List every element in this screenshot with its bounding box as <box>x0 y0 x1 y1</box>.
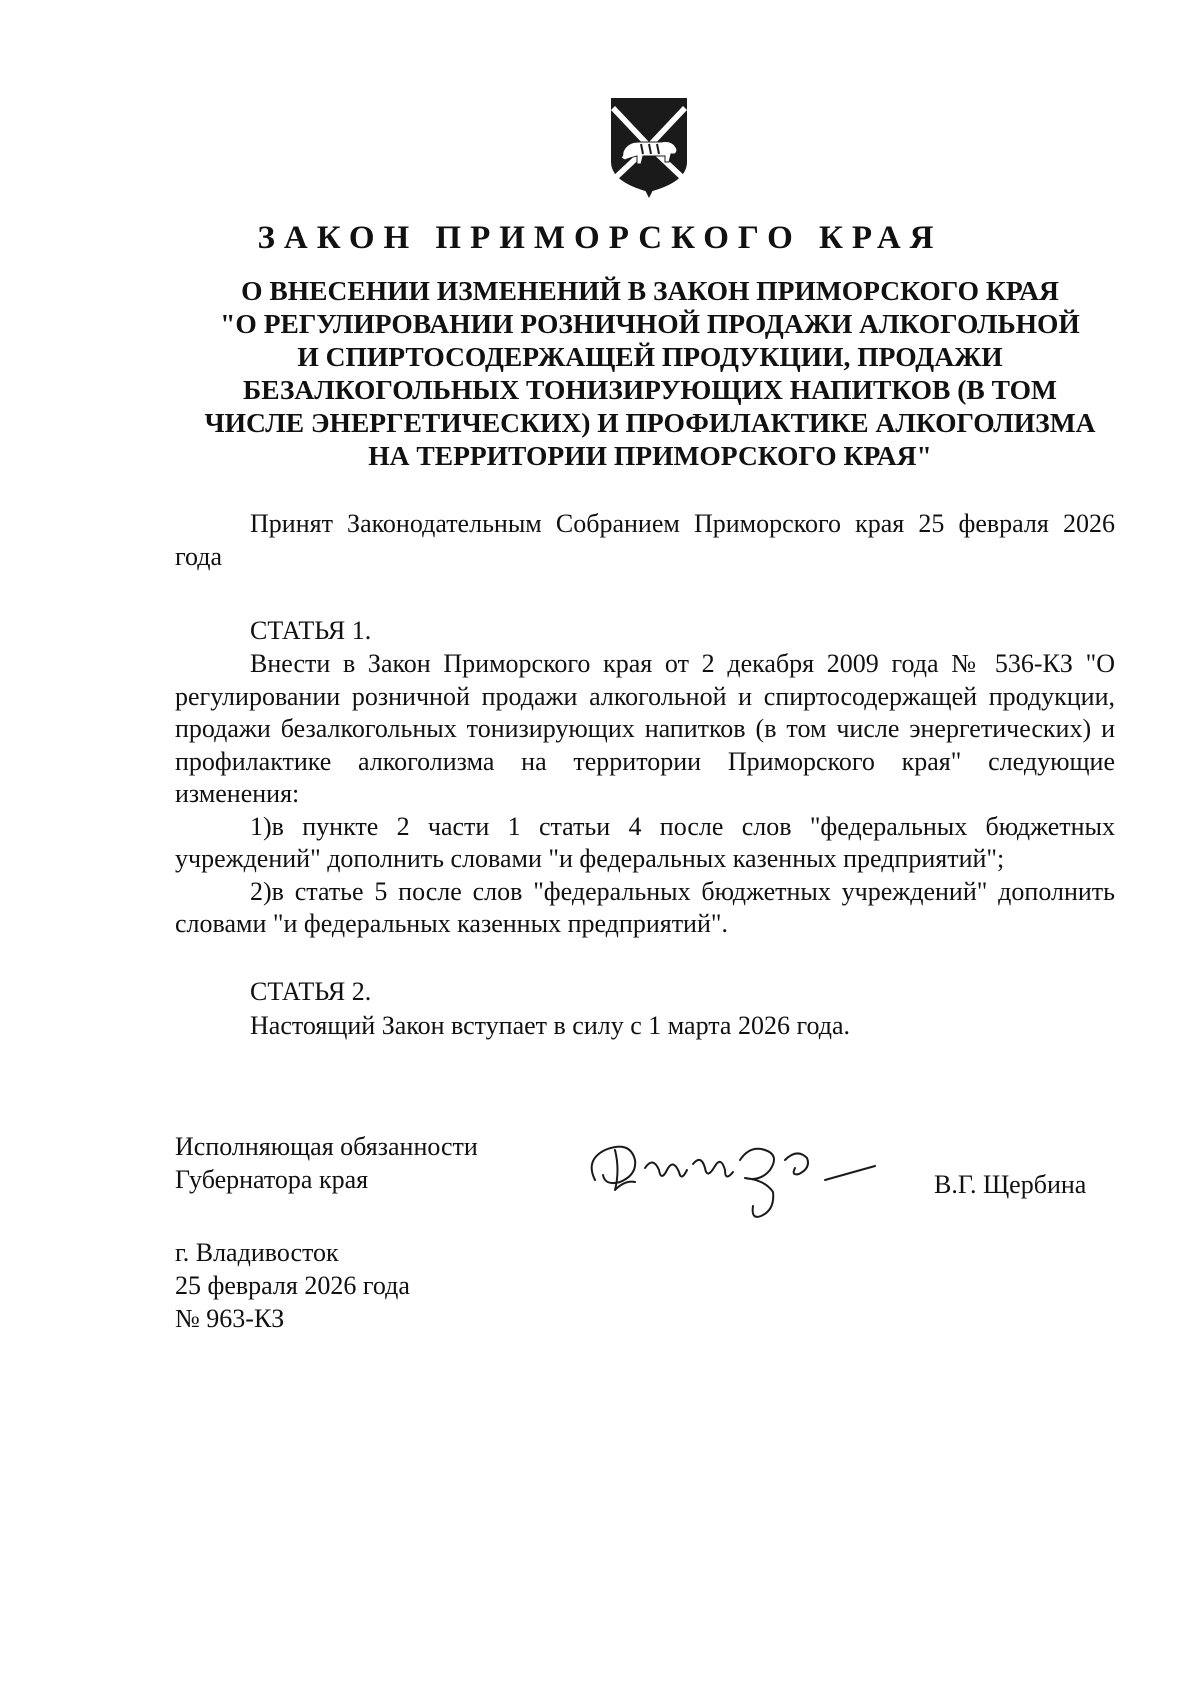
coat-of-arms <box>605 92 693 200</box>
article-1-body <box>175 648 1115 941</box>
signing-date: 25 февраля 2026 года <box>175 1271 410 1300</box>
title-line: И СПИРТОСОДЕРЖАЩЕЙ ПРОДУКЦИИ, ПРОДАЖИ <box>297 341 1003 372</box>
title-line: "О РЕГУЛИРОВАНИИ РОЗНИЧНОЙ ПРОДАЖИ АЛКОГОЛЬНОЙ <box>220 308 1080 339</box>
article-1-heading: СТАТЬЯ 1. <box>250 616 372 645</box>
title-line: НА ТЕРРИТОРИИ ПРИМОРСКОГО КРАЯ" <box>368 440 932 471</box>
city: г. Владивосток <box>175 1238 339 1267</box>
law-title <box>160 274 1140 472</box>
handwritten-signature <box>575 1120 895 1230</box>
law-heading: ЗАКОН ПРИМОРСКОГО КРАЯ <box>257 220 943 256</box>
signer-name: В.Г. Щербина <box>934 1170 1087 1199</box>
place-and-date <box>175 1236 410 1335</box>
signature-icon <box>575 1120 895 1230</box>
article-2-text: Настоящий Закон вступает в силу с 1 марта 2026 года. <box>250 1011 850 1040</box>
signer-position <box>175 1130 478 1196</box>
adoption-statement: Принят Законодательным Собранием Приморского края 25 февраля 2026 года <box>175 509 1115 571</box>
article-1-item: 2)в статье 5 после слов "федеральных бюджетных учреждений" дополнить словами "и федеральных казенных предприятий". <box>175 876 1115 938</box>
article-2-heading: СТАТЬЯ 2. <box>250 977 372 1006</box>
article-1-intro: Внести в Закон Приморского края от 2 декабря 2009 года № 536-КЗ "О регулировании розничной продажи алкогольной и спиртосодержащей продукции, продажи безалкогольных тонизирующих напитков (в том числе энергетических) и профилактике алкоголизма на территории Приморского края" следующие изменения: <box>175 649 1115 808</box>
signer-position-line: Губернатора края <box>175 1165 369 1194</box>
title-line: О ВНЕСЕНИИ ИЗМЕНЕНИЙ В ЗАКОН ПРИМОРСКОГО КРАЯ <box>241 275 1059 306</box>
article-1-item: 1)в пункте 2 части 1 статьи 4 после слов "федеральных бюджетных учреждений" дополнить словами "и федеральных казенных предприятий"; <box>175 811 1115 873</box>
title-line: ЧИСЛЕ ЭНЕРГЕТИЧЕСКИХ) И ПРОФИЛАКТИКЕ АЛКОГОЛИЗМА <box>204 407 1096 438</box>
law-number: № 963-КЗ <box>175 1304 285 1333</box>
primorsky-krai-coat-of-arms-icon <box>605 92 693 200</box>
signer-position-line: Исполняющая обязанности <box>175 1132 478 1161</box>
title-line: БЕЗАЛКОГОЛЬНЫХ ТОНИЗИРУЮЩИХ НАПИТКОВ (В ТОМ <box>243 374 1057 405</box>
